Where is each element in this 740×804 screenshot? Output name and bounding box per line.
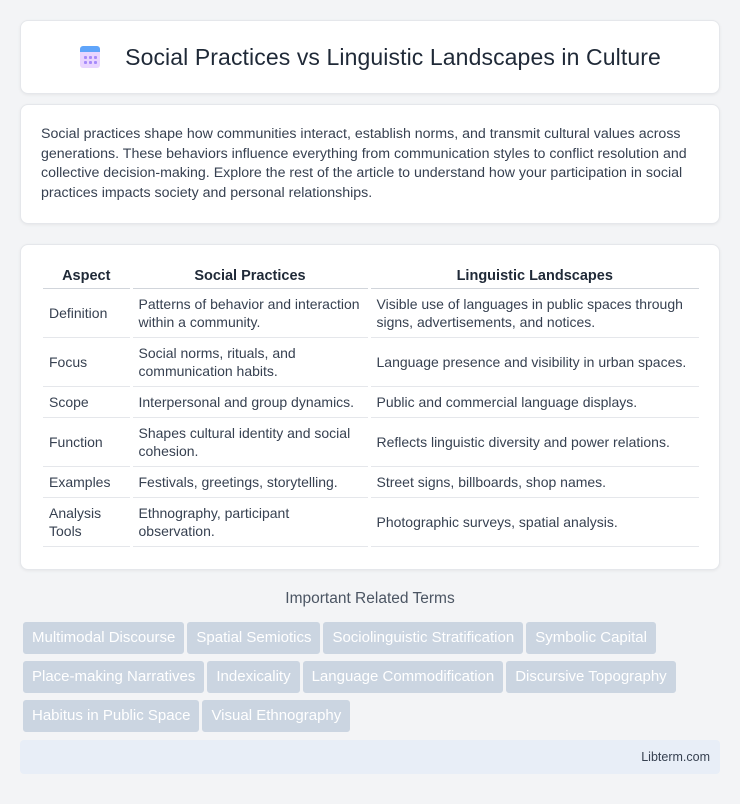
related-terms-title: Important Related Terms (285, 590, 455, 607)
column-header-linguistic-landscapes: Linguistic Landscapes (369, 263, 699, 289)
table-cell-linguistic: Reflects linguistic diversity and power relations. (369, 418, 699, 467)
table-cell-social: Social norms, rituals, and communication habits. (131, 338, 369, 387)
title-card (20, 20, 720, 94)
footer-brand-link[interactable]: Libterm.com (641, 750, 710, 764)
table-cell-aspect: Scope (43, 387, 131, 418)
related-term-tag[interactable]: Spatial Semiotics (187, 622, 320, 654)
column-header-social-practices: Social Practices (131, 263, 369, 289)
related-term-tag[interactable]: Symbolic Capital (526, 622, 656, 654)
table-cell-aspect: Examples (43, 467, 131, 498)
intro-card (20, 104, 720, 224)
table-cell-social: Interpersonal and group dynamics. (131, 387, 369, 418)
table-cell-social: Shapes cultural identity and social cohesion. (131, 418, 369, 467)
table-row (43, 289, 699, 338)
table-row (43, 387, 699, 418)
related-term-tag[interactable]: Discursive Topography (506, 661, 675, 693)
calendar-icon (79, 45, 101, 69)
table-cell-linguistic: Visible use of languages in public spaces through signs, advertisements, and notices. (369, 289, 699, 338)
table-cell-linguistic: Language presence and visibility in urban spaces. (369, 338, 699, 387)
related-term-tag[interactable]: Habitus in Public Space (23, 700, 199, 732)
comparison-table-card (20, 244, 720, 570)
related-term-tag[interactable]: Multimodal Discourse (23, 622, 184, 654)
table-cell-social: Patterns of behavior and interaction within a community. (131, 289, 369, 338)
column-header-aspect: Aspect (43, 263, 131, 289)
table-cell-linguistic: Street signs, billboards, shop names. (369, 467, 699, 498)
table-cell-aspect: Focus (43, 338, 131, 387)
table-cell-social: Ethnography, participant observation. (131, 498, 369, 547)
table-cell-aspect: Definition (43, 289, 131, 338)
footer (20, 740, 720, 774)
table-header-row (43, 263, 699, 289)
related-term-tag[interactable]: Indexicality (207, 661, 299, 693)
table-row (43, 467, 699, 498)
related-term-tag[interactable]: Language Commodification (303, 661, 504, 693)
page-title: Social Practices vs Linguistic Landscapes in Culture (125, 43, 661, 70)
table-row (43, 498, 699, 547)
table-cell-aspect: Function (43, 418, 131, 467)
related-terms-list (23, 622, 723, 739)
table-cell-aspect: Analysis Tools (43, 498, 131, 547)
table-cell-linguistic: Photographic surveys, spatial analysis. (369, 498, 699, 547)
related-term-tag[interactable]: Sociolinguistic Stratification (323, 622, 523, 654)
related-term-tag[interactable]: Place-making Narratives (23, 661, 204, 693)
table-row (43, 338, 699, 387)
table-row (43, 418, 699, 467)
related-term-tag[interactable]: Visual Ethnography (202, 700, 350, 732)
intro-text: Social practices shape how communities interact, establish norms, and transmit cultural values across generations. These behaviors influence everything from communication styles to conflict resolution and collective decision-making. Explore the rest of the article to understand how your participation in social practices impacts society and personal relationships. (41, 126, 687, 201)
table-cell-linguistic: Public and commercial language displays. (369, 387, 699, 418)
table-cell-social: Festivals, greetings, storytelling. (131, 467, 369, 498)
comparison-table (43, 263, 699, 547)
